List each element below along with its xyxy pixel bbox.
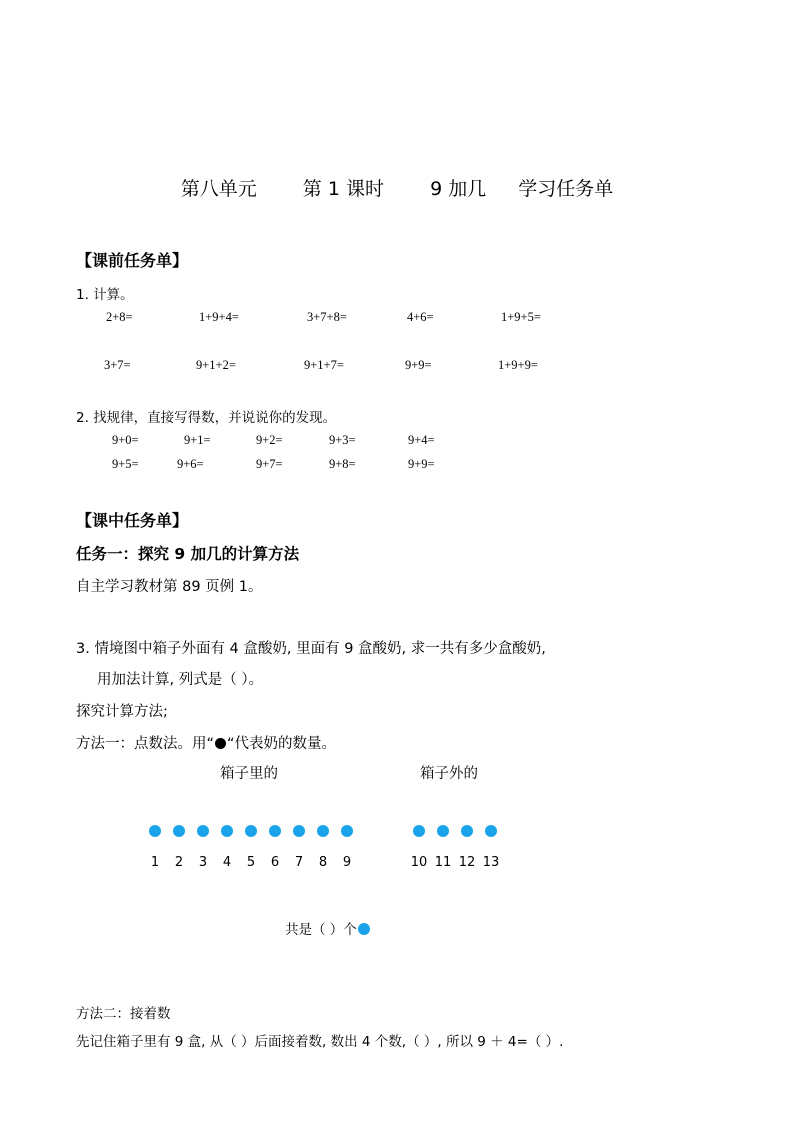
dot-number: 1	[150, 855, 160, 870]
milk-dot	[149, 825, 161, 837]
task1-heading: 任务一：探究 9 加几的计算方法	[76, 545, 300, 563]
q2-eq: 9+2=	[256, 433, 283, 447]
milk-dot	[413, 825, 425, 837]
q2-eq: 9+8=	[329, 457, 356, 471]
q1-eq: 1+9+9=	[498, 358, 538, 372]
q1-eq: 3+7=	[104, 358, 131, 372]
dot-number: 4	[222, 855, 232, 870]
dot-number: 7	[294, 855, 304, 870]
q1-eq: 9+1+2=	[196, 358, 236, 372]
dot-number: 11	[434, 855, 452, 870]
dot-number: 5	[246, 855, 256, 870]
blue-dot-icon	[358, 923, 370, 935]
method1-text	[76, 732, 336, 753]
dot-number: 13	[482, 855, 500, 870]
explore-text: 探究计算方法;	[76, 704, 168, 720]
q1-eq: 9+1+7=	[304, 358, 344, 372]
method1-suffix: “代表奶的数量。	[227, 736, 337, 752]
dot-number: 2	[174, 855, 184, 870]
q2-eq: 9+6=	[177, 457, 204, 471]
dot-number: 9	[342, 855, 352, 870]
q2-eq: 9+3=	[329, 433, 356, 447]
dot-number: 8	[318, 855, 328, 870]
title-lesson: 第 1 课时	[302, 178, 384, 200]
dot-number: 10	[410, 855, 428, 870]
q2-label: 2. 找规律，直接写得数，并说说你的发现。	[76, 410, 337, 426]
milk-dot	[317, 825, 329, 837]
milk-dot	[221, 825, 233, 837]
milk-dot	[341, 825, 353, 837]
q1-eq: 1+9+5=	[501, 310, 541, 324]
q1-eq: 4+6=	[407, 310, 434, 324]
milk-dot	[485, 825, 497, 837]
outside-label: 箱子外的	[420, 766, 478, 782]
pre-class-heading: 【课前任务单】	[76, 251, 189, 270]
total-text: 共是（ ）个	[285, 922, 357, 938]
q1-eq: 2+8=	[106, 310, 133, 324]
q2-eq: 9+1=	[184, 433, 211, 447]
q2-eq: 9+4=	[408, 433, 435, 447]
milk-dot	[437, 825, 449, 837]
milk-dot	[461, 825, 473, 837]
dot-number: 12	[458, 855, 476, 870]
black-dot-icon	[215, 738, 226, 749]
q2-eq: 9+0=	[112, 433, 139, 447]
q1-label: 1. 计算。	[76, 287, 134, 303]
method1-prefix: 方法一：点数法。用“	[76, 736, 215, 752]
milk-dot	[173, 825, 185, 837]
q3-line1: 3. 情境图中箱子外面有 4 盒酸奶, 里面有 9 盒酸奶, 求一共有多少盒酸奶,	[76, 641, 546, 657]
dot-number: 3	[198, 855, 208, 870]
q2-eq: 9+7=	[256, 457, 283, 471]
q3-line2: 用加法计算, 列式是（ ）。	[97, 672, 264, 688]
q1-eq: 1+9+4=	[199, 310, 239, 324]
page-title	[0, 174, 794, 201]
total-line	[285, 918, 370, 938]
title-topic: 9 加几	[430, 178, 487, 200]
q2-eq: 9+5=	[112, 457, 139, 471]
inside-label: 箱子里的	[220, 766, 278, 782]
q2-eq: 9+9=	[408, 457, 435, 471]
title-sheet: 学习任务单	[518, 178, 614, 200]
milk-dot	[245, 825, 257, 837]
milk-dot	[197, 825, 209, 837]
milk-dot	[293, 825, 305, 837]
milk-dot	[269, 825, 281, 837]
dot-number: 6	[270, 855, 280, 870]
method2-heading: 方法二：接着数	[76, 1006, 171, 1022]
in-class-heading: 【课中任务单】	[76, 511, 189, 530]
q1-eq: 9+9=	[405, 358, 432, 372]
title-unit: 第八单元	[180, 178, 257, 200]
q1-eq: 3+7+8=	[307, 310, 347, 324]
method2-text: 先记住箱子里有 9 盒, 从（ ）后面接着数, 数出 4 个数,（ ）, 所以 9 ＋ 4=（ ）.	[76, 1034, 564, 1050]
self-study-text: 自主学习教材第 89 页例 1。	[76, 579, 263, 595]
